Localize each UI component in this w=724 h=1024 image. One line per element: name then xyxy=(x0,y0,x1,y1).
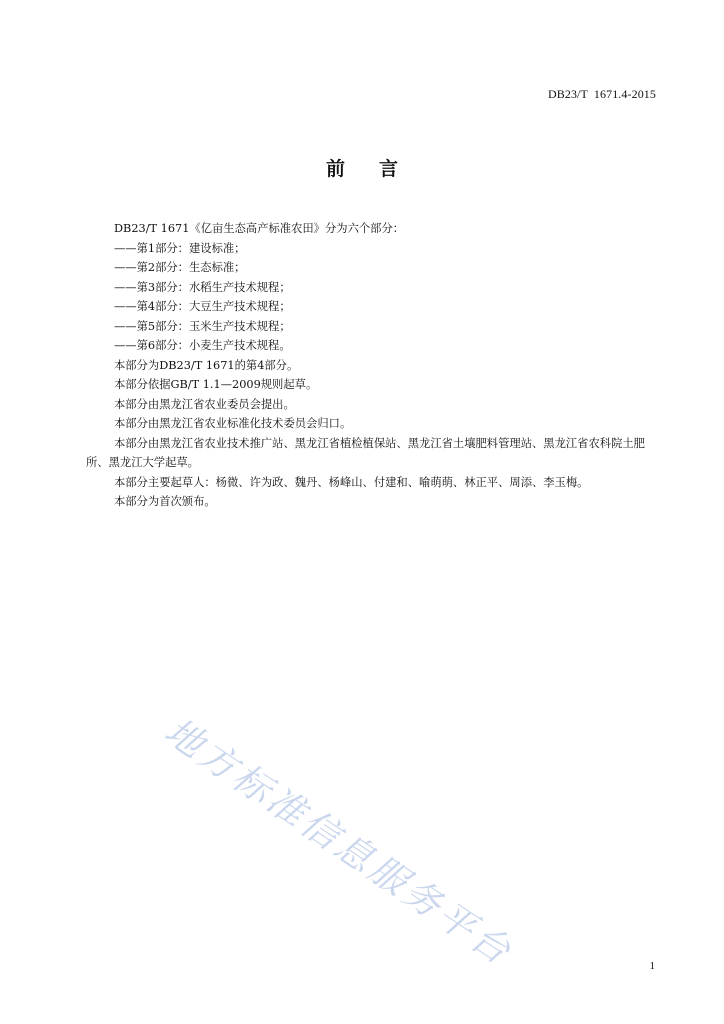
paragraph-proposer: 本部分由黑龙江省农业委员会提出。 xyxy=(114,397,295,411)
list-item-part-5: ——第5部分：玉米生产技术规程； xyxy=(114,319,291,333)
paragraph-main-drafters: 本部分主要起草人：杨微、许为政、魏丹、杨峰山、付建和、喻萌萌、林正平、周添、李玉梅。 xyxy=(114,475,589,489)
paragraph-first-issue: 本部分为首次颁布。 xyxy=(114,495,216,508)
foreword-body xyxy=(86,219,658,512)
paragraph-intro: DB23/T 1671《亿亩生态高产标准农田》分为六个部分： xyxy=(114,222,405,235)
list-item-part-6: ——第6部分：小麦生产技术规程。 xyxy=(114,339,291,352)
watermark-text: 地方标准信息服务平台 xyxy=(156,709,521,975)
paragraph-drafting-rules: 本部分依据GB/T 1.1—2009规则起草。 xyxy=(114,378,318,391)
list-item-part-3: ——第3部分：水稻生产技术规程； xyxy=(114,280,291,294)
document-code: DB23/T 1671.4-2015 xyxy=(547,87,656,101)
list-item-part-1: ——第1部分：建设标准； xyxy=(114,241,246,255)
list-item-part-2: ——第2部分：生态标准； xyxy=(114,261,246,274)
paragraph-drafting-units: 本部分由黑龙江省农业技术推广站、黑龙江省植检植保站、黑龙江省土壤肥料管理站、黑龙江省农科院土肥所、黑龙江大学起草。 xyxy=(86,436,645,469)
paragraph-part-statement: 本部分为DB23/T 1671的第4部分。 xyxy=(114,358,299,372)
page-title: 前言 xyxy=(325,158,432,180)
page-number: 1 xyxy=(649,960,655,972)
paragraph-centralized-by: 本部分由黑龙江省农业标准化技术委员会归口。 xyxy=(114,417,352,430)
list-item-part-4: ——第4部分：大豆生产技术规程； xyxy=(114,300,291,313)
